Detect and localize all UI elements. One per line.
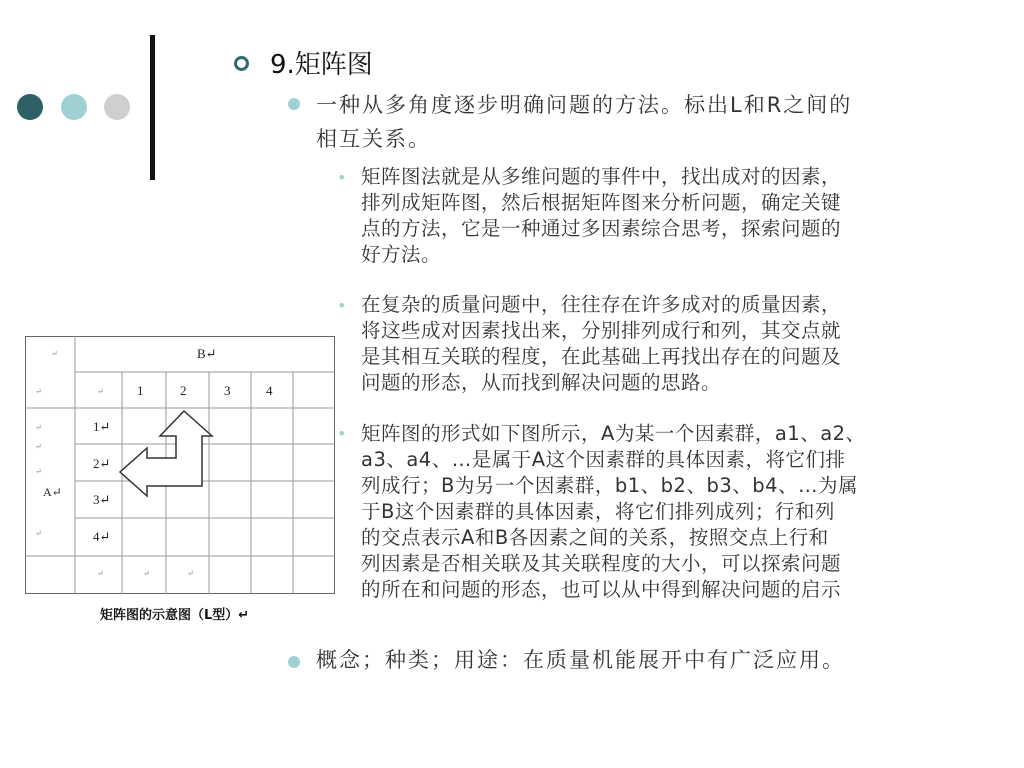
cell-mark: ↵ <box>187 569 194 578</box>
decor-vertical-bar <box>150 35 155 180</box>
cell-mark: ↵ <box>35 529 42 538</box>
cell-mark: ↵ <box>143 569 150 578</box>
sub-bullet-1-line-3: 点的方法，它是一种通过多因素综合思考，探索问题的 <box>361 217 842 240</box>
row-label-1: 1↵ <box>93 419 111 434</box>
cell-mark: ↵ <box>97 569 104 578</box>
row-label-2: 2↵ <box>93 456 111 471</box>
diagram-caption: 矩阵图的示意图（L型）↵ <box>100 608 250 623</box>
decor-dot-teal <box>61 94 87 120</box>
sub-bullet-icon: • <box>337 296 347 315</box>
row-label-3: 3↵ <box>93 492 111 507</box>
sub-bullet-2-line-3: 是其相互关联的程度，在此基础上再找出存在的问题及 <box>361 345 842 368</box>
bullet-2: 概念；种类；用途：在质量机能展开中有广泛应用。 <box>316 648 845 672</box>
sub-bullet-icon: • <box>337 424 347 443</box>
decor-dot-dark <box>17 94 43 120</box>
col-label-1: 1 <box>137 383 144 398</box>
col-label-3: 3 <box>224 383 231 398</box>
sub-bullet-2-line-2: 将这些成对因素找出来，分别排列成行和列，其交点就 <box>361 319 842 342</box>
sub-bullet-3-line-3: 列成行；B为另一个因素群，b1、b2、b3、b4、…为属 <box>361 474 859 497</box>
sub-bullet-3 <box>361 421 983 603</box>
bullet-1-line-1: 一种从多角度逐步明确问题的方法。标出L和R之间的 <box>316 93 853 117</box>
cell-mark: ↵ <box>97 387 104 396</box>
bullet-icon <box>288 98 300 110</box>
sub-bullet-3-line-2: a3、a4、…是属于A这个因素群的具体因素，将它们排 <box>361 448 846 471</box>
sub-bullet-2 <box>361 292 983 396</box>
col-label-2: 2 <box>180 383 187 398</box>
sub-bullet-3-line-4: 于B这个因素群的具体因素，将它们排列成列；行和列 <box>361 500 835 523</box>
sub-bullet-1-line-2: 排列成矩阵图，然后根据矩阵图来分析问题，确定关键 <box>361 191 842 214</box>
decor-dot-grey <box>104 94 130 120</box>
row-group-label: A↵ <box>43 485 62 499</box>
sub-bullet-1-line-1: 矩阵图法就是从多维问题的事件中，找出成对的因素， <box>361 165 842 188</box>
sub-bullet-icon: • <box>337 168 347 187</box>
sub-bullet-3-line-7: 的所在和问题的形态，也可以从中得到解决问题的启示 <box>361 578 842 601</box>
sub-bullet-2-line-4: 问题的形态，从而找到解决问题的思路。 <box>361 371 722 394</box>
heading-bullet-icon <box>234 56 249 71</box>
bullet-1 <box>316 88 996 156</box>
sub-bullet-3-line-5: 的交点表示A和B各因素之间的关系，按照交点上行和 <box>361 526 829 549</box>
col-group-label: B↵ <box>197 346 217 361</box>
cell-mark: ↵ <box>35 423 42 432</box>
sub-bullet-3-line-1: 矩阵图的形式如下图所示，A为某一个因素群，a1、a2、 <box>361 422 866 445</box>
slide-heading: 9.矩阵图 <box>270 50 373 80</box>
col-label-4: 4 <box>266 383 273 398</box>
sub-bullet-1-line-4: 好方法。 <box>361 243 442 266</box>
cell-mark: ↵ <box>35 442 42 451</box>
sub-bullet-3-line-6: 列因素是否相关联及其关联程度的大小，可以探索问题 <box>361 552 842 575</box>
row-label-4: 4↵ <box>93 529 111 544</box>
cell-mark: ↵ <box>35 467 42 476</box>
bullet-1-line-2: 相互关系。 <box>316 127 431 151</box>
sub-bullet-2-line-1: 在复杂的质量问题中，往往存在许多成对的质量因素， <box>361 293 842 316</box>
sub-bullet-1 <box>361 164 983 268</box>
bullet-icon <box>288 656 300 668</box>
cell-mark: ↵ <box>35 387 42 396</box>
matrix-diagram <box>25 336 335 594</box>
cell-mark: ↵ <box>51 349 58 358</box>
